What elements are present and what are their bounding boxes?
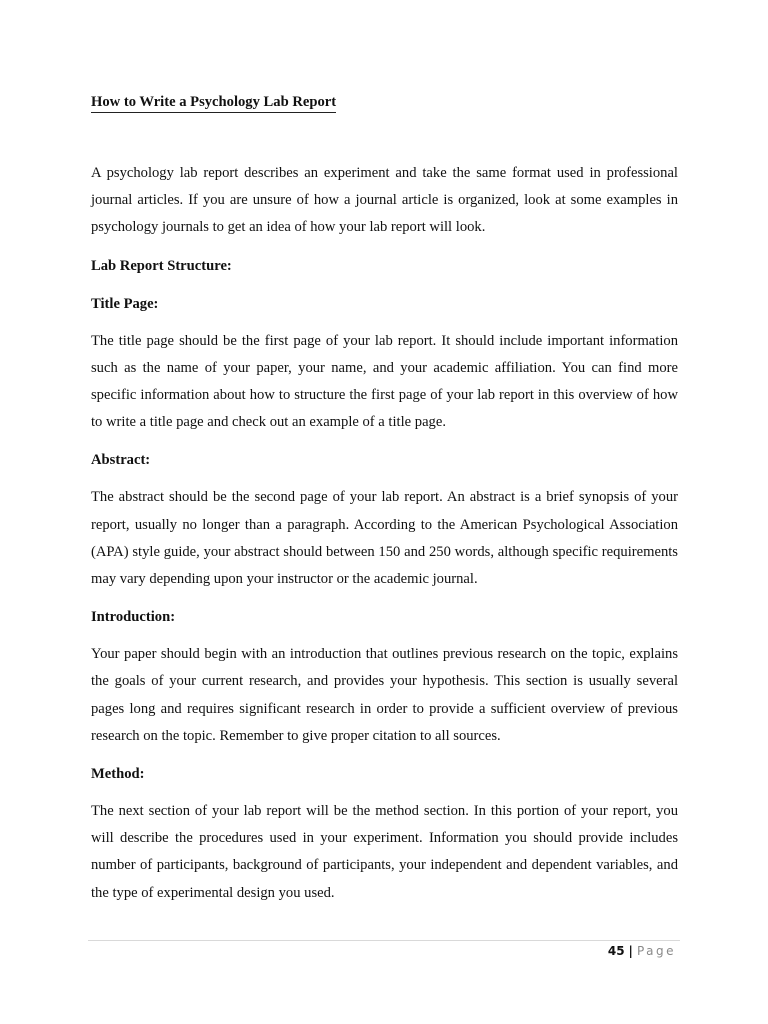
structure-heading: Lab Report Structure: bbox=[91, 257, 232, 274]
section-heading-method: Method: bbox=[91, 766, 145, 783]
section-text-abstract: The abstract should be the second page of your lab report. An abstract is a brief synopsis of your report, usually no longer than a paragraph. According to the American Psychological Association (APA) style guide, your abstract should between 150 and 250 words, although specific requirements may vary depending upon your instructor or the academic journal. bbox=[91, 489, 678, 588]
page-number: 45 bbox=[607, 944, 625, 958]
page-footer bbox=[608, 943, 676, 959]
footer-separator: | bbox=[628, 944, 633, 958]
document-title: How to Write a Psychology Lab Report bbox=[91, 92, 336, 113]
section-text-method: The next section of your lab report will be the method section. In this portion of your report, you will describe the procedures used in your experiment. Information you should provide includes number of participants, background of participants, your independent and dependent variables, and the type of experimental design you used. bbox=[91, 803, 678, 901]
intro-paragraph: A psychology lab report describes an experiment and take the same format used in professional journal articles. If you are unsure of how a journal article is organized, look at some examples in psychology journals to get an idea of how your lab report will look. bbox=[91, 165, 678, 236]
section-heading-abstract: Abstract: bbox=[91, 452, 151, 469]
section-heading-introduction: Introduction: bbox=[91, 609, 176, 626]
footer-divider bbox=[88, 940, 680, 941]
section-text-introduction: Your paper should begin with an introduction that outlines previous research on the topic, explains the goals of your current research, and provides your hypothesis. This section is usually several pages long and requires significant research in order to provide a sufficient overview of previous research on the topic. Remember to give proper citation to all sources. bbox=[91, 646, 678, 744]
document-body bbox=[91, 92, 678, 907]
page-label: Page bbox=[636, 944, 676, 958]
section-heading-title-page: Title Page: bbox=[91, 295, 159, 312]
section-text-title-page: The title page should be the first page of your lab report. It should include important information such as the name of your paper, your name, and your academic affiliation. You can find more specific information about how to structure the first page of your lab report in this overview of how to write a title page and check out an example of a title page. bbox=[91, 332, 678, 431]
